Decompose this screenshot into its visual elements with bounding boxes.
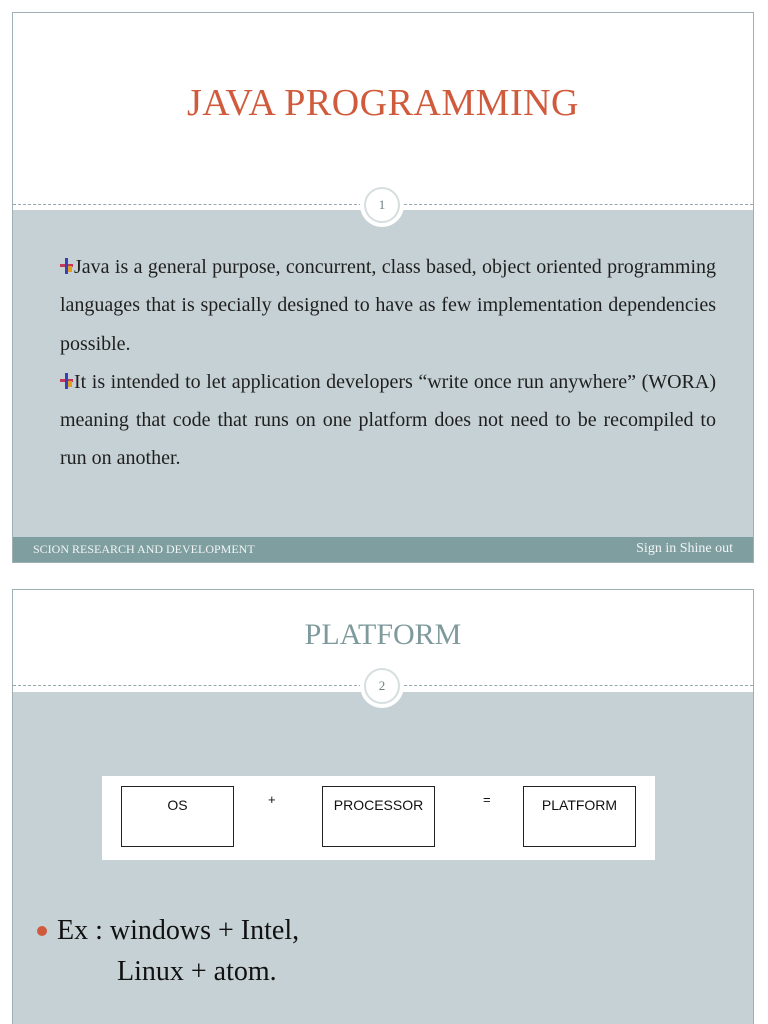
paragraph-1 — [60, 248, 716, 363]
plus-operator: + — [268, 792, 276, 807]
slide-footer — [13, 537, 753, 562]
slide-2-title: PLATFORM — [304, 618, 462, 651]
slide-1-body — [60, 248, 716, 478]
slide-2-content — [13, 692, 753, 1024]
four-color-cross-bullet-icon — [60, 373, 74, 389]
example-line-2: Linux + atom. — [117, 956, 277, 987]
slide-number-badge: 1 — [364, 187, 400, 223]
four-color-cross-bullet-icon — [60, 258, 74, 274]
slide-1-title-area — [13, 13, 753, 205]
slide-1 — [12, 12, 754, 563]
equals-operator: = — [483, 792, 491, 807]
platform-diagram — [102, 776, 655, 860]
footer-tagline: Sign in Shine out — [636, 541, 733, 556]
dot-bullet-icon — [37, 926, 47, 936]
slide-1-content — [13, 210, 753, 537]
paragraph-2-text: It is intended to let application developers “write once run anywhere” (WORA) meaning that code that runs on one platform does not need to be recompiled to run on another. — [60, 370, 716, 470]
footer-organization: SCION RESEARCH AND DEVELOPMENT — [33, 542, 255, 556]
slide-1-title: JAVA PROGRAMMING — [187, 82, 579, 124]
processor-box: PROCESSOR — [322, 786, 435, 847]
platform-box: PLATFORM — [523, 786, 636, 847]
os-box: OS — [121, 786, 234, 847]
paragraph-1-text: Java is a general purpose, concurrent, class based, object oriented programming languages that is specially designed to have as few implementation dependencies possible. — [60, 256, 716, 355]
paragraph-2 — [60, 363, 716, 478]
slide-2 — [12, 589, 754, 1024]
slide-number-badge: 2 — [364, 668, 400, 704]
example-line-1: Ex : windows + Intel, — [57, 915, 300, 946]
